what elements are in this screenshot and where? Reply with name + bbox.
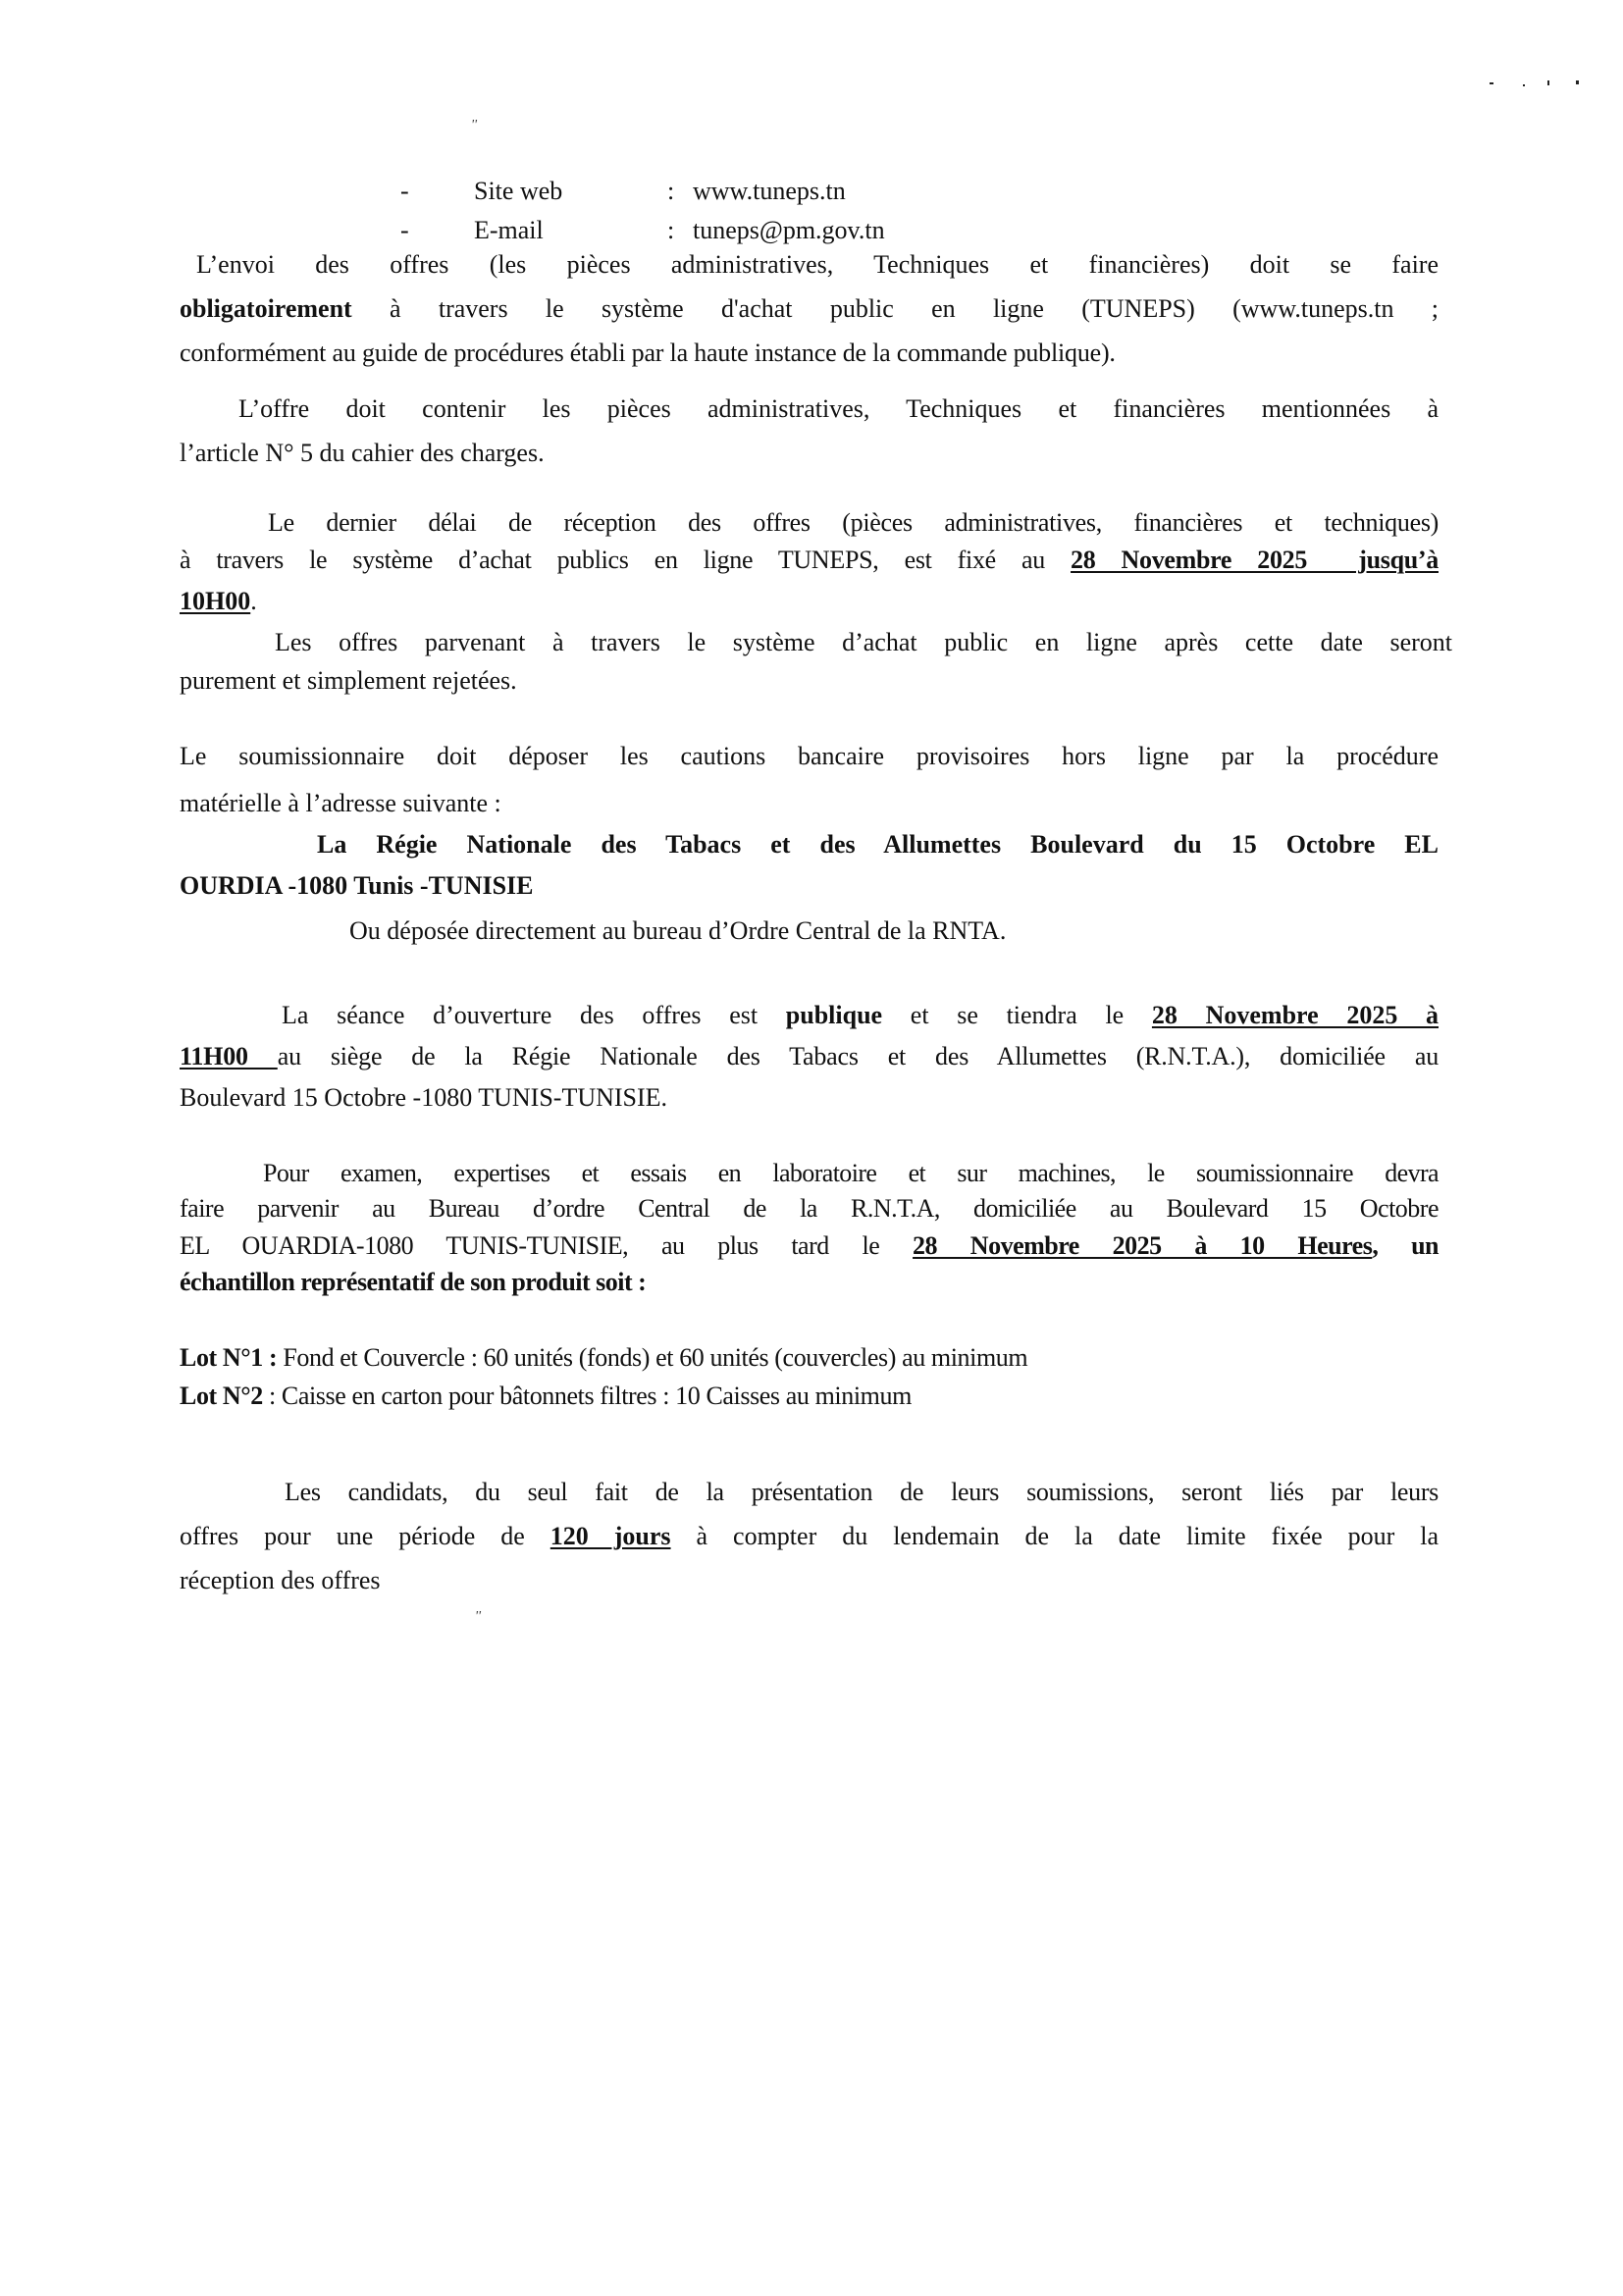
lot-label: Lot N°2 [180,1382,263,1410]
contact-value-email[interactable]: tuneps@pm.gov.tn [693,216,885,244]
text-run: à travers le système d’achat publics en ligne TUNEPS, est fixé au [180,546,1072,574]
emphasis-obligatoirement: obligatoirement [180,294,352,323]
contact-sep: : [667,177,675,205]
lot-item [180,1380,1439,1413]
text-line: réception des offres [180,1566,381,1594]
lot-description: Fond et Couvercle : 60 unités (fonds) et 60 unités (couvercles) au minimum [277,1343,1028,1372]
text-line: L’envoi des offres (les pièces administratives, Techniques et financières) doit se faire [196,250,1439,279]
contact-label-site-web: Site web [474,177,563,205]
text-line: échantillon représentatif de son produit soit : [180,1268,647,1296]
opening-time: 11H00 [180,1042,278,1070]
text-line [180,1520,1439,1553]
text-line [180,1229,1439,1263]
scan-speck [1576,80,1579,84]
scan-speck [1547,80,1549,85]
emphasis-publique: publique [785,1001,883,1029]
text-line [282,999,1439,1032]
text-run: à compter du lendemain de la date limite fixée pour la [670,1522,1440,1550]
text-run: , un [1372,1231,1440,1260]
text-line: Boulevard 15 Octobre -1080 TUNIS-TUNISIE. [180,1083,668,1112]
text-line: l’article N° 5 du cahier des charges. [180,439,545,467]
text-line: Les offres parvenant à travers le système d’achat public en ligne après cette date seront [275,628,1452,656]
text-line [180,585,1439,618]
lot-label: Lot N°1 : [180,1343,278,1372]
text-line: Le soumissionnaire doit déposer les cautions bancaire provisoires hors ligne par la procédure [180,742,1439,770]
opening-date: 28 Novembre 2025 à [1151,1001,1440,1029]
text-run: offres pour une période de [180,1522,550,1550]
text-run: et se tiendra le [882,1001,1152,1029]
text-line [180,544,1439,577]
text-line: Les candidats, du seul fait de la présentation de leurs soumissions, seront liés par leurs [285,1478,1439,1506]
text-line: Le dernier délai de réception des offres (pièces administratives, financières et techniques) [268,508,1439,537]
top-quote-mark: '' [471,118,477,132]
text-line: L’offre doit contenir les pièces administratives, Techniques et financières mentionnées à [238,394,1439,423]
text-line: purement et simplement rejetées. [180,666,517,695]
contact-sep: : [667,216,675,244]
bullet: - [400,177,409,205]
text-run: . [250,587,257,615]
lot-item [180,1341,1439,1375]
deadline-date: 28 Novembre 2025 jusqu’à [1071,546,1439,574]
bottom-quote-mark: '' [475,1609,481,1624]
text-line: Pour examen, expertises et essais en laboratoire et sur machines, le soumissionnaire devra [263,1159,1439,1187]
address-line: La Régie Nationale des Tabacs et des Allumettes Boulevard du 15 Octobre EL [317,830,1439,859]
text-line [180,1040,1439,1073]
text-line: conformément au guide de procédures établi par la haute instance de la commande publique). [180,339,1116,367]
validity-period: 120 jours [550,1522,671,1550]
text-run: EL OUARDIA-1080 TUNIS-TUNISIE, au plus tard le [180,1231,914,1260]
text-run: La séance d’ouverture des offres est [282,1001,786,1029]
text-line [180,292,1439,326]
text-run: au siège de la Régie Nationale des Tabacs et des Allumettes (R.N.T.A.), domiciliée au [277,1042,1439,1070]
lot-description: : Caisse en carton pour bâtonnets filtres : 10 Caisses au minimum [262,1382,912,1410]
contact-value-site-web[interactable]: www.tuneps.tn [693,177,846,205]
address-line: OURDIA -1080 Tunis -TUNISIE [180,871,534,900]
text-line: matérielle à l’adresse suivante : [180,789,501,817]
bullet: - [400,216,409,244]
scan-speck [1490,82,1493,84]
scan-speck [1523,84,1525,86]
sample-deadline: 28 Novembre 2025 à 10 Heures [913,1231,1373,1260]
deadline-time: 10H00 [180,587,251,615]
contact-label-email: E-mail [474,216,544,244]
text-run: à travers le système d'achat public en ligne (TUNEPS) (www.tuneps.tn ; [351,294,1439,323]
text-line: Ou déposée directement au bureau d’Ordre Central de la RNTA. [349,916,1007,945]
text-line: faire parvenir au Bureau d’ordre Central de la R.N.T.A, domiciliée au Boulevard 15 Octobre [180,1194,1439,1223]
